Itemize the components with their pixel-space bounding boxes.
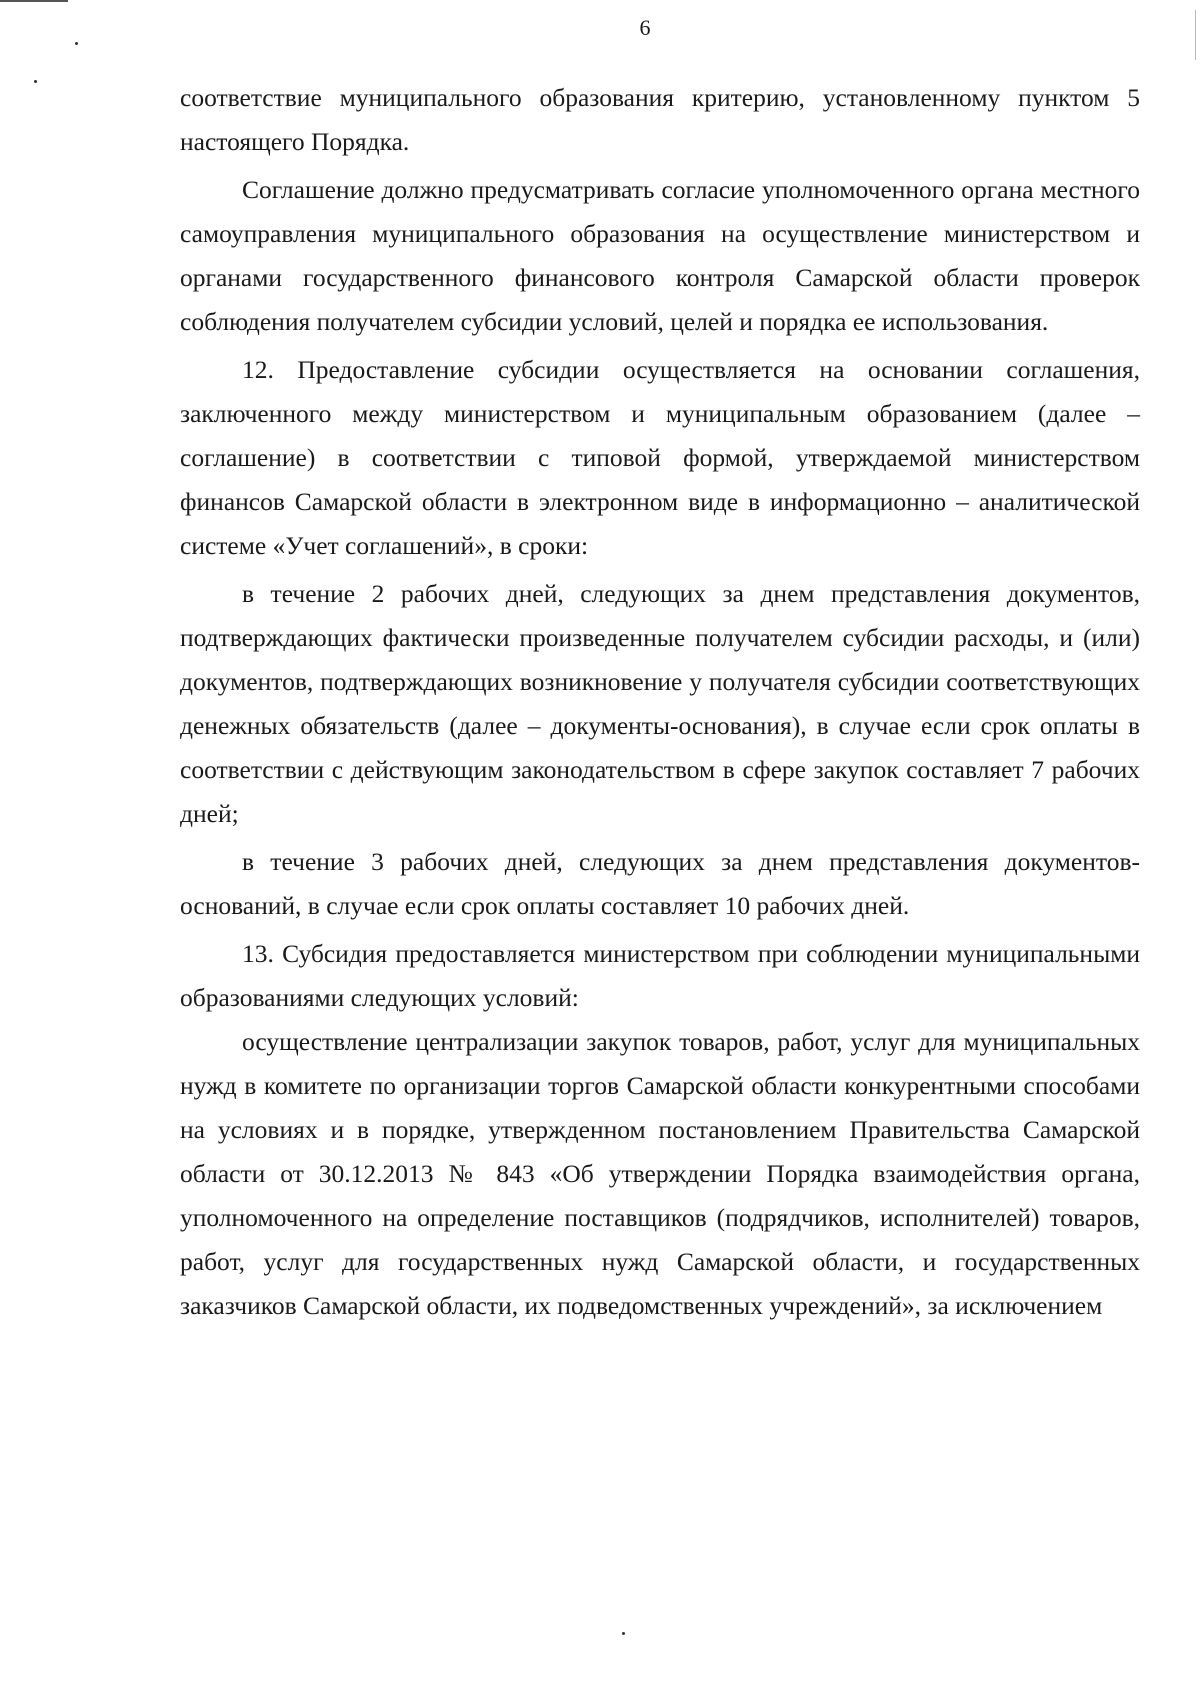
scan-edge-line bbox=[0, 0, 68, 2]
scan-speck bbox=[34, 80, 37, 83]
paragraph-agreement-consent: Соглашение должно предусматривать согласие уполномоченного органа местного самоуправления муниципального образования на осуществление министерством и органами государственного финансового контроля Самарской области проверок соблюдения получателем субсидии условий, целей и порядка ее использования. bbox=[180, 175, 1140, 336]
paragraph-term-2-days: в течение 2 рабочих дней, следующих за днем представления документов, подтверждающих фактически произведенные получателем субсидии расходы, и (или) документов, подтверждающих возникновение у получателя субсидии соответствующих денежных обязательств (далее – документы-основания), в случае если срок оплаты в соответствии с действующим законодательством в сфере закупок составляет 7 рабочих дней; bbox=[180, 579, 1140, 828]
paragraph-criterion-continuation: соответствие муниципального образования критерию, установленному пунктом 5 настоящего Порядка. bbox=[180, 83, 1140, 156]
paragraph-procurement-centralization: осуществление централизации закупок товаров, работ, услуг для муниципальных нужд в комитете по организации торгов Самарской области конкурентными способами на условиях и в порядке, утвержденном постановлением Правительства Самарской области от 30.12.2013 № 843 «Об утверждении Порядка взаимодействия органа, уполномоченного на определение поставщиков (подрядчиков, исполнителей) товаров, работ, услуг для государственных нужд Самарской области, и государственных заказчиков Самарской области, их подведомственных учреждений», за исключением bbox=[180, 1027, 1140, 1320]
scan-speck bbox=[622, 1632, 625, 1635]
scan-speck bbox=[75, 42, 78, 45]
document-body bbox=[180, 76, 1140, 1328]
page-number: 6 bbox=[639, 15, 651, 40]
paragraph-term-3-days: в течение 3 рабочих дней, следующих за днем представления документов-оснований, в случае если срок оплаты составляет 10 рабочих дней. bbox=[180, 847, 1140, 920]
paragraph-clause-13: 13. Субсидия предоставляется министерством при соблюдении муниципальными образованиями следующих условий: bbox=[180, 939, 1140, 1012]
paragraph-clause-12: 12. Предоставление субсидии осуществляется на основании соглашения, заключенного между министерством и муниципальным образованием (далее – соглашение) в соответствии с типовой формой, утверждаемой министерством финансов Самарской области в электронном виде в информационно – аналитической системе «Учет соглашений», в сроки: bbox=[180, 355, 1140, 560]
